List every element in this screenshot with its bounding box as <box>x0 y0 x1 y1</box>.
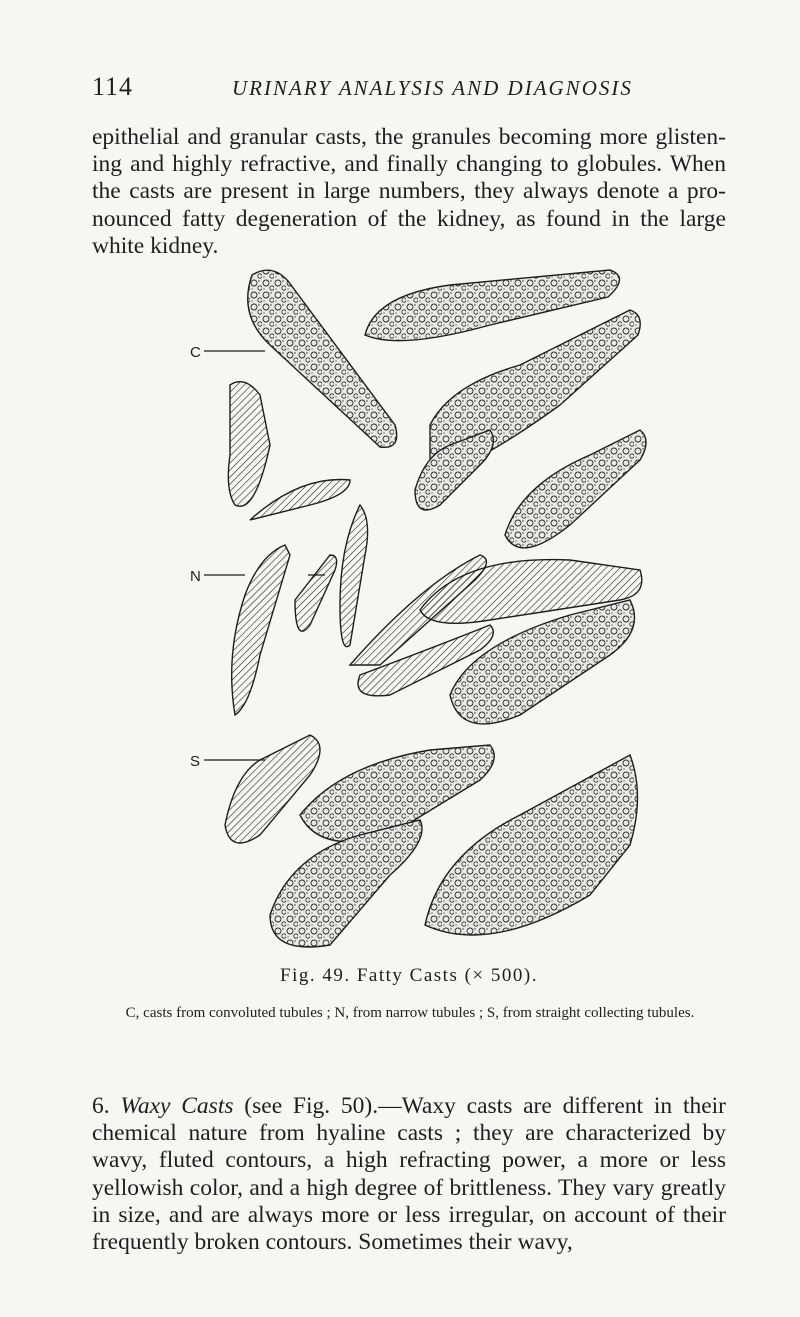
label-c: C <box>190 344 201 361</box>
cast-n-4 <box>340 505 368 647</box>
cast-n-3 <box>295 555 337 631</box>
paragraph-waxy-casts <box>92 1093 726 1256</box>
figure-fatty-casts <box>190 255 660 965</box>
section-number: 6. <box>92 1093 110 1119</box>
cast-c-2 <box>365 270 620 341</box>
cast-n-2 <box>232 545 290 715</box>
label-n: N <box>190 568 201 585</box>
label-s: S <box>190 753 201 770</box>
section-text: (see Fig. 50).—Waxy casts are different in their chemical nature from hyaline casts ; they are characterized by wavy, fluted contours, a high refracting power, a more or less yellowish color, and a high degree of brittleness. They vary greatly in size, and are always more or less irregular, on account of their frequently broken contours. Sometimes their wavy, <box>92 1093 727 1256</box>
cast-c-1 <box>248 270 397 447</box>
cast-s-3 <box>270 820 422 947</box>
fatty-casts-illustration <box>190 255 660 965</box>
figure-caption: C, casts from convoluted tubules ; N, from narrow tubules ; S, from straight collecting tubules. <box>125 1005 695 1021</box>
page-number: 114 <box>92 72 134 101</box>
paragraph-fatty-casts: epithelial and granular casts, the granules becoming more glisten-ing and highly refractive, and finally changing to globules. When the casts are present in large numbers, they always denote a pro-nounced fatty degeneration of the kidney, as found in the large white kidney. <box>92 124 726 259</box>
cast-s-1 <box>225 735 320 843</box>
cast-c-3 <box>228 382 270 507</box>
page-header <box>92 72 732 112</box>
figure-title: Fig. 49. Fatty Casts (× 500). <box>280 965 538 986</box>
running-title: URINARY ANALYSIS AND DIAGNOSIS <box>232 76 633 100</box>
cast-c-6 <box>505 430 646 548</box>
cast-n-1 <box>250 480 350 521</box>
section-heading: Waxy Casts <box>120 1093 234 1119</box>
